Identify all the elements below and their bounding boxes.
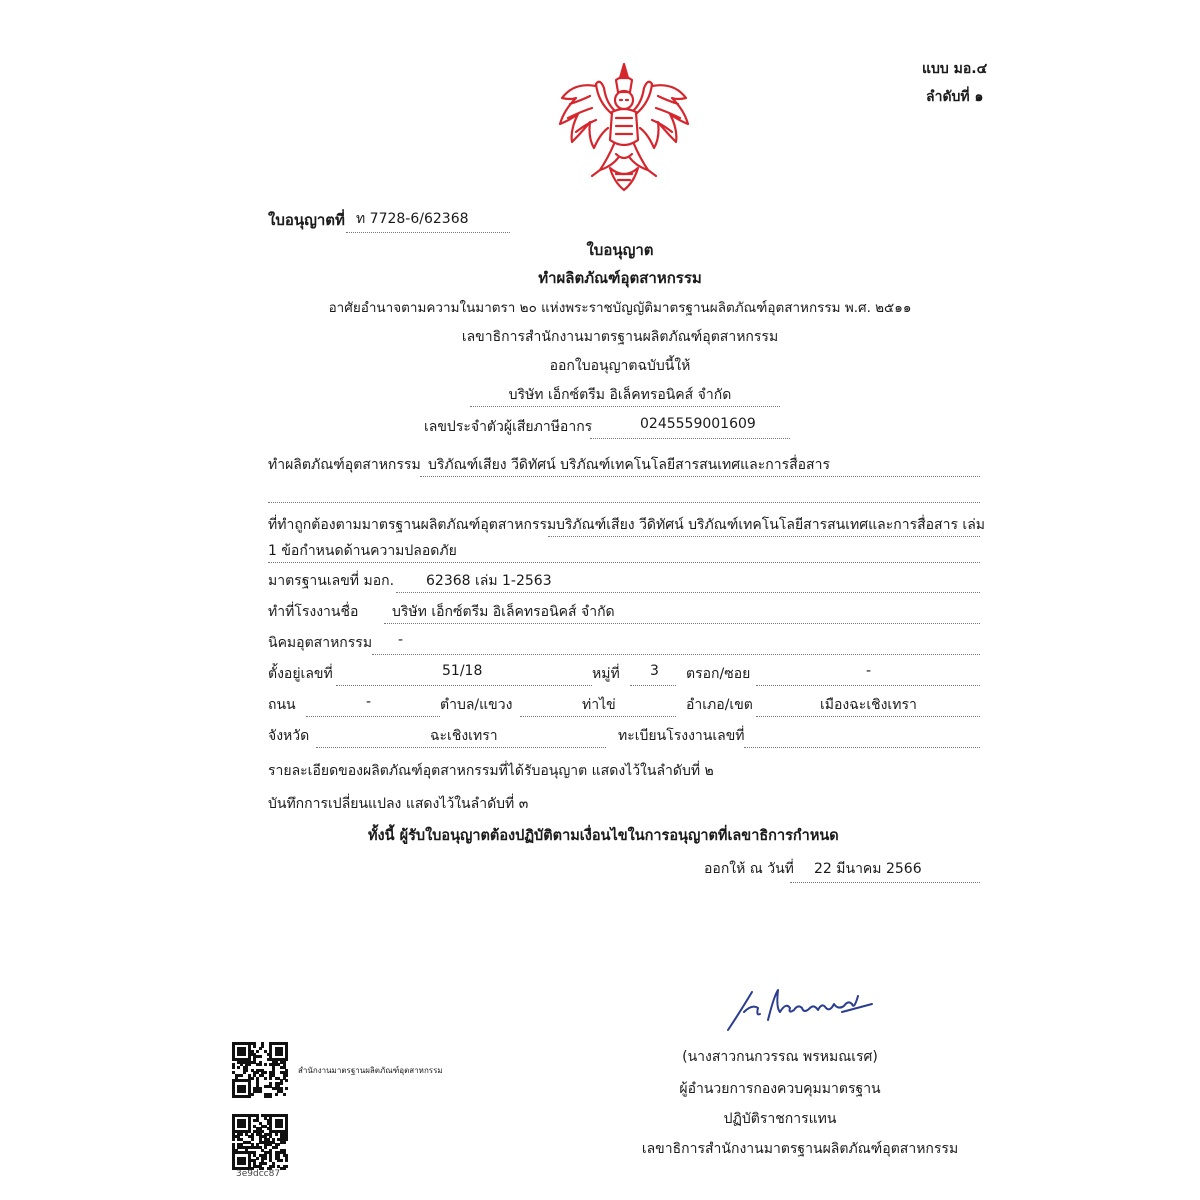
qr-module — [269, 1077, 272, 1080]
qr-module — [285, 1079, 288, 1082]
issued-dots — [790, 882, 980, 883]
address-road-value: - — [366, 694, 372, 710]
qr-module — [245, 1069, 248, 1072]
qr-module — [272, 1165, 275, 1168]
qr-module — [264, 1071, 267, 1074]
qr-module — [283, 1141, 286, 1144]
qr-module — [259, 1047, 262, 1050]
address-moo-dots — [630, 685, 676, 686]
conform-label: ที่ทำถูกต้องตามมาตรฐานผลิตภัณฑ์อุตสาหกรรม — [268, 517, 557, 533]
estate-label: นิคมอุตสาหกรรม — [268, 635, 373, 651]
product-dots-1 — [420, 476, 980, 477]
qr-module — [264, 1162, 267, 1165]
address-moo-label: หมู่ที่ — [592, 666, 620, 682]
qr-module — [285, 1138, 288, 1141]
qr-module — [283, 1167, 286, 1170]
qr-module — [280, 1053, 283, 1056]
conform-value-line2: 1 ข้อกำหนดด้านความปลอดภัย — [268, 543, 457, 559]
address-reg-label: ทะเบียนโรงงานเลขที่ — [618, 728, 745, 744]
address-no-dots — [336, 685, 592, 686]
address-no-label: ตั้งอยู่เลขที่ — [268, 666, 333, 682]
preamble-line3: ออกใบอนุญาตฉบับนี้ให้ — [549, 358, 691, 374]
address-tambon-dots — [520, 716, 676, 717]
qr-module — [240, 1074, 243, 1077]
form-order: ลำดับที่ ๑ — [926, 89, 984, 105]
address-province-value: ฉะเชิงเทรา — [430, 728, 498, 744]
qr-module — [264, 1146, 267, 1149]
address-soi-label: ตรอก/ซอย — [686, 666, 751, 682]
qr-module — [264, 1077, 267, 1080]
conform-value-line1: บริภัณฑ์เสียง วีดิทัศน์ บริภัณฑ์เทคโนโลยีสารสนเทศและการสื่อสาร เล่ม — [556, 517, 986, 533]
qr-module — [285, 1074, 288, 1077]
qr-module — [248, 1063, 251, 1066]
preamble-line1: อาศัยอำนาจตามความในมาตรา ๒๐ แห่งพระราชบัญญัติมาตรฐานผลิตภัณฑ์อุตสาหกรรม พ.ศ. ๒๕๑๑ — [328, 300, 912, 316]
qr-module — [240, 1133, 243, 1136]
conform-dots-2 — [268, 562, 980, 563]
qr-module — [232, 1066, 235, 1069]
qr-module — [251, 1077, 254, 1080]
address-no-value: 51/18 — [442, 663, 483, 679]
qr-module — [264, 1063, 267, 1066]
qr-module — [280, 1082, 283, 1085]
qr-module — [237, 1066, 240, 1069]
address-soi-dots — [756, 685, 980, 686]
address-amphoe-dots — [756, 716, 980, 717]
estate-dots — [372, 654, 980, 655]
license-no-dots — [346, 232, 510, 233]
address-amphoe-label: อำเภอ/เขต — [686, 697, 753, 713]
qr-module — [275, 1093, 278, 1096]
qr-module — [285, 1087, 288, 1090]
qr-module — [256, 1050, 259, 1053]
qr-module — [259, 1063, 262, 1066]
address-road-dots — [306, 716, 440, 717]
condition-note: ทั้งนี้ ผู้รับใบอนุญาตต้องปฏิบัติตามเงื่อนไขในการอนุญาตที่เลขาธิการกำหนด — [368, 828, 839, 844]
qr-code-hash-icon — [232, 1114, 288, 1170]
tax-id-label: เลขประจำตัวผู้เสียภาษีอากร — [424, 419, 593, 435]
issued-label: ออกให้ ณ วันที่ — [704, 861, 794, 877]
qr-module — [243, 1162, 246, 1165]
standard-label: มาตรฐานเลขที่ มอก. — [268, 573, 395, 589]
qr-module — [264, 1157, 267, 1160]
tax-id-value: 0245559001609 — [640, 416, 756, 432]
licensee-name: บริษัท เอ็กซ์ตรีม อิเล็คทรอนิคส์ จำกัด — [508, 387, 732, 403]
factory-value: บริษัท เอ็กซ์ตรีม อิเล็คทรอนิคส์ จำกัด — [392, 604, 615, 620]
qr-module — [243, 1090, 246, 1093]
licensee-dots — [470, 406, 780, 407]
qr-module — [261, 1045, 264, 1048]
qr-module — [285, 1058, 288, 1061]
details-note: รายละเอียดของผลิตภัณฑ์อุตสาหกรรมที่ได้รับอนุญาต แสดงไว้ในลำดับที่ ๒ — [268, 763, 714, 779]
form-code: แบบ มอ.๔ — [922, 61, 988, 77]
qr-caption: สำนักงานมาตรฐานผลิตภัณฑ์อุตสาหกรรม — [298, 1066, 443, 1075]
license-no-label: ใบอนุญาตที่ — [268, 211, 345, 229]
qr-module — [280, 1159, 283, 1162]
qr-module — [275, 1133, 278, 1136]
title-line2: ทำผลิตภัณฑ์อุตสาหกรรม — [538, 269, 702, 287]
qr-module — [248, 1095, 251, 1098]
address-province-dots — [316, 747, 606, 748]
signature-image — [722, 982, 878, 1034]
address-amphoe-value: เมืองฉะเชิงเทรา — [820, 697, 917, 713]
factory-label: ทำที่โรงงานชื่อ — [268, 604, 359, 620]
qr-module — [243, 1071, 246, 1074]
estate-value: - — [398, 632, 404, 648]
conform-dots-1 — [548, 536, 980, 537]
qr-code-icon — [232, 1042, 288, 1098]
qr-module — [251, 1093, 254, 1096]
qr-module — [277, 1143, 280, 1146]
qr-module — [283, 1093, 286, 1096]
qr-module — [275, 1146, 278, 1149]
address-province-label: จังหวัด — [268, 728, 310, 744]
garuda-emblem-icon — [550, 58, 698, 202]
preamble-line2: เลขาธิการสำนักงานมาตรฐานผลิตภัณฑ์อุตสาหกรรม — [461, 329, 779, 345]
qr-module — [285, 1159, 288, 1162]
changes-note: บันทึกการเปลี่ยนแปลง แสดงไว้ในลำดับที่ ๓ — [268, 796, 529, 812]
product-dots-2 — [268, 502, 980, 503]
address-tambon-label: ตำบล/แขวง — [440, 697, 513, 713]
signer-name: (นางสาวกนกวรรณ พรหมณเรศ) — [682, 1049, 878, 1065]
issued-value: 22 มีนาคม 2566 — [814, 861, 922, 877]
qr-module — [253, 1045, 256, 1048]
qr-module — [243, 1125, 246, 1128]
address-tambon-value: ท่าไข่ — [582, 697, 616, 713]
qr-module — [251, 1138, 254, 1141]
address-soi-value: - — [866, 663, 872, 679]
qr-module — [285, 1165, 288, 1168]
address-moo-value: 3 — [650, 663, 659, 679]
qr-module — [280, 1125, 283, 1128]
product-value: บริภัณฑ์เสียง วีดิทัศน์ บริภัณฑ์เทคโนโลยีสารสนเทศและการสื่อสาร — [428, 457, 830, 473]
tax-id-dots — [590, 438, 790, 439]
qr-module — [259, 1090, 262, 1093]
standard-dots — [396, 592, 980, 593]
address-reg-dots — [744, 747, 980, 748]
qr-module — [269, 1095, 272, 1098]
license-no-value: ท 7728-6/62368 — [356, 211, 469, 227]
standard-value: 62368 เล่ม 1-2563 — [426, 573, 552, 589]
qr-module — [259, 1055, 262, 1058]
factory-dots — [384, 623, 980, 624]
qr-module — [232, 1138, 235, 1141]
title-line1: ใบอนุญาต — [586, 241, 654, 259]
address-road-label: ถนน — [268, 697, 296, 713]
signer-position: ผู้อำนวยการกองควบคุมมาตรฐาน — [679, 1081, 881, 1097]
signer-org: เลขาธิการสำนักงานมาตรฐานผลิตภัณฑ์อุตสาหกรรม — [641, 1141, 959, 1157]
doc-hash: 3e9dcc87 — [236, 1169, 281, 1179]
product-label: ทำผลิตภัณฑ์อุตสาหกรรม — [268, 457, 421, 473]
qr-module — [243, 1053, 246, 1056]
signer-acting: ปฏิบัติราชการแทน — [723, 1111, 837, 1127]
qr-module — [256, 1157, 259, 1160]
